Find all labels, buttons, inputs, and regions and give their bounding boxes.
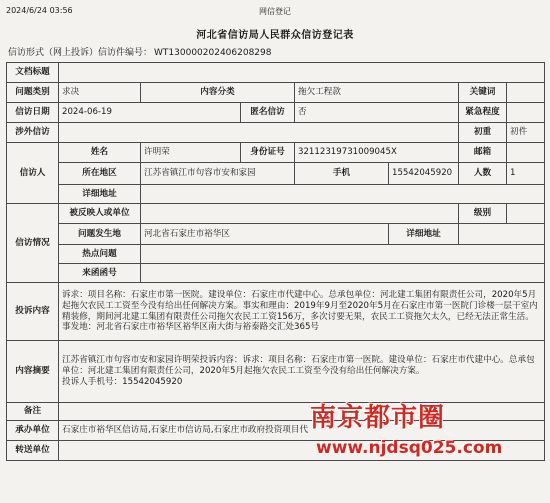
print-date: 2024/6/24 03:56 xyxy=(6,6,73,15)
complaint-label: 投诉内容 xyxy=(7,283,59,341)
urgency-label: 紧急程度 xyxy=(459,103,507,123)
issue-place-label: 问题发生地 xyxy=(59,224,141,245)
name-value: 许明荣 xyxy=(141,143,241,163)
row-hotspot xyxy=(7,245,545,264)
petitioner-label: 信访人 xyxy=(7,143,59,204)
date-value: 2024-06-19 xyxy=(59,103,241,123)
detail-address-value xyxy=(459,224,545,245)
watermark-url: www.njdsq025.com xyxy=(316,438,503,458)
handler-value: 石家庄市裕华区信访局,石家庄市信访局,石家庄市政府投资项目代 xyxy=(59,421,545,441)
doc-title-value xyxy=(59,63,545,83)
location-value: 江苏省镇江市句容市安和家园 xyxy=(141,163,295,185)
row-petitioner-location xyxy=(7,163,545,185)
row-reported-unit xyxy=(7,204,545,224)
id-value: 32112319731009045X xyxy=(295,143,459,163)
anonymous-value: 否 xyxy=(295,103,459,123)
letter-no-value xyxy=(141,264,545,283)
people-label: 人数 xyxy=(459,163,507,185)
people-value: 1 xyxy=(507,163,545,185)
issue-type-label: 问题类别 xyxy=(7,83,59,103)
phone-label: 手机 xyxy=(295,163,389,185)
level-value xyxy=(507,204,545,224)
form-label: 信访形式（网上投诉）信访件编号： xyxy=(8,48,153,58)
handler-label: 承办单位 xyxy=(7,421,59,441)
print-header xyxy=(6,6,544,20)
summary-cell xyxy=(59,341,545,403)
summary-phone: 投诉人手机号：15542045920 xyxy=(62,376,183,387)
phone-value: 15542045920 xyxy=(389,163,459,185)
urgency-value xyxy=(507,103,545,123)
hotspot-value xyxy=(141,245,545,264)
row-complaint xyxy=(7,283,545,341)
id-label: 身份证号 xyxy=(241,143,295,163)
remark-label: 备注 xyxy=(7,403,59,421)
detail-address-label: 详细地址 xyxy=(389,224,459,245)
transfer-label: 转送单位 xyxy=(7,441,59,461)
hotspot-label: 热点问题 xyxy=(59,245,141,264)
issue-type-value: 求决 xyxy=(59,83,141,103)
case-meta xyxy=(8,45,273,58)
letter-no-label: 来函函号 xyxy=(59,264,141,283)
date-label: 信访日期 xyxy=(7,103,59,123)
row-petitioner-name xyxy=(7,143,545,163)
document-title: 河北省信访局人民群众信访登记表 xyxy=(196,30,354,41)
first-repeat-label: 初重 xyxy=(459,123,507,143)
row-doc-title xyxy=(7,63,545,83)
reported-unit-label: 被反映人或单位 xyxy=(59,204,141,224)
anonymous-label: 匿名信访 xyxy=(241,103,295,123)
keyword-value xyxy=(507,83,545,103)
situation-label: 信访情况 xyxy=(7,204,59,283)
row-issue-type xyxy=(7,83,545,103)
first-repeat-value: 初件 xyxy=(507,123,545,143)
complaint-text: 诉求：项目名称：石家庄市第一医院。建设单位：石家庄市代建中心。总承包单位：河北建工集团有限责任公司，2020年5月起拖欠农民工工资至今没有给出任何解决方案。事实和理由：2019年9月至2020年5月在石家庄市第一医院门诊楼一层干室内精装修，期间河北建工集团有限责任公司拖欠农民工工资156万，多次讨要无果，农民工工资拖欠太久，已经无法正常生活。事发地：河北省石家庄市裕华区裕华区南大街与裕泰路交汇处365号 xyxy=(59,283,545,341)
row-petitioner-address xyxy=(7,185,545,204)
address-label: 详细地址 xyxy=(59,185,141,204)
case-number: WT1300002024062082​98 xyxy=(154,48,272,58)
doc-title-label: 文档标题 xyxy=(7,63,59,83)
row-letter-no xyxy=(7,264,545,283)
row-foreign xyxy=(7,123,545,143)
watermark-logo: 南京都市圈 xyxy=(310,403,446,433)
name-label: 姓名 xyxy=(59,143,141,163)
print-title: 网信登记 xyxy=(259,7,291,16)
content-category-value: 拖欠工程款 xyxy=(295,83,459,103)
address-value xyxy=(141,185,545,204)
email-value xyxy=(507,143,545,163)
keyword-label: 关键词 xyxy=(459,83,507,103)
row-remark xyxy=(7,403,545,421)
petition-form-table xyxy=(6,62,545,461)
email-label: 邮箱 xyxy=(459,143,507,163)
reported-unit-value xyxy=(141,204,459,224)
summary-label: 内容摘要 xyxy=(7,341,59,403)
location-label: 所在地区 xyxy=(59,163,141,185)
summary-text: 江苏省镇江市句容市安和家园许明荣投诉内容：诉求：项目名称：石家庄市第一医院。建设单位：石家庄市代建中心。总承包单位：河北建工集团有限责任公司，2020年5月起拖欠农民工工资至今没有给出任何解决方案。 xyxy=(62,355,535,377)
row-date xyxy=(7,103,545,123)
row-issue-place xyxy=(7,224,545,245)
remark-value xyxy=(59,403,545,421)
level-label: 级别 xyxy=(459,204,507,224)
issue-place-value: 河北省石家庄市裕华区 xyxy=(141,224,389,245)
row-summary xyxy=(7,341,545,403)
content-category-label: 内容分类 xyxy=(141,83,295,103)
foreign-label: 涉外信访 xyxy=(7,123,59,143)
foreign-value xyxy=(59,123,459,143)
